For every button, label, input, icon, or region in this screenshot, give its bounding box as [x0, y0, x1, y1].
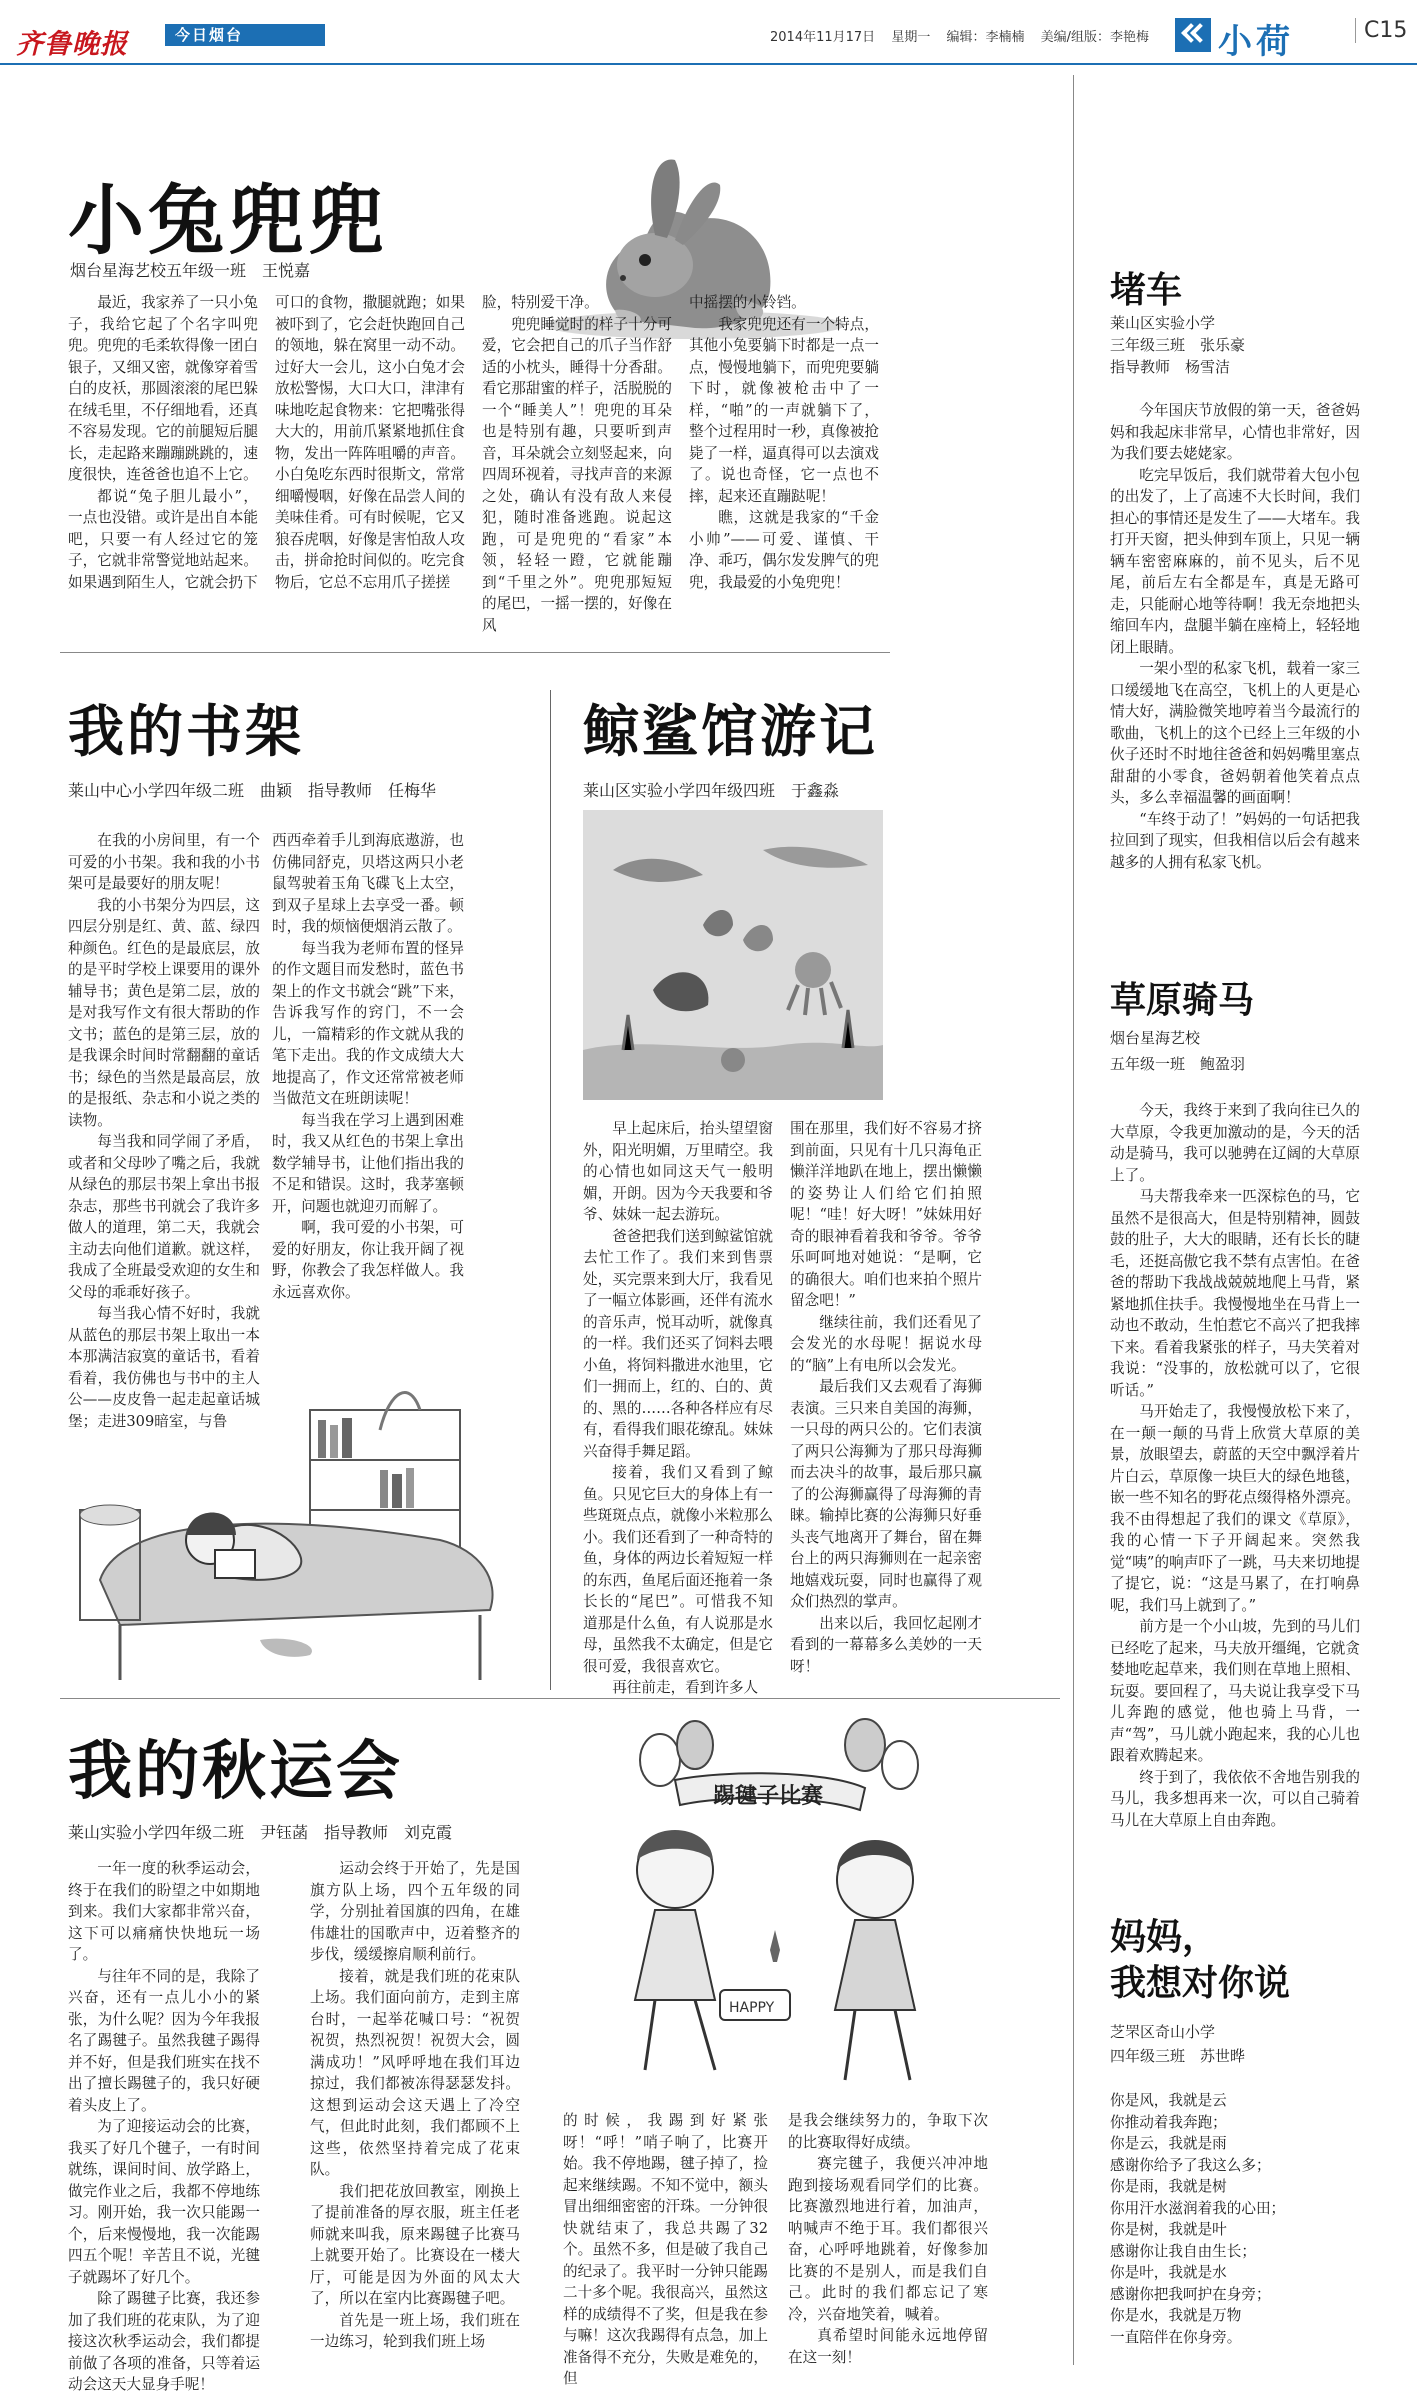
- article-title-bookshelf: 我的书架: [68, 700, 304, 765]
- byline-sports: 莱山实验小学四年级二班 尹钰菡 指导教师 刘克霞: [68, 1823, 453, 1842]
- byline-mom: [1110, 2020, 1245, 2068]
- title-line: 妈妈，: [1110, 1917, 1219, 1958]
- ocean-illustration: [583, 810, 883, 1100]
- paragraph: 的时候，我踢到好紧张呀！“呼！”哨子响了，比赛开始。我不停地踢，毽子掉了，捡起来继续踢。不知不觉中，额头冒出细细密密的汗珠。一分钟很快就结束了，我总共踢了32个。虽然不多，但是破了我自己的纪录了。我平时一分钟只能踢二十多个呢。我很高兴，虽然这样的成绩得不了奖，但是我在参与嘛！这次我踢得有点急，加上准备得不充分，失败是难免的，但: [563, 2112, 768, 2387]
- article-title-sports: 我的秋运会: [68, 1735, 403, 1809]
- paragraph: 早上起床后，抬头望望窗外，阳光明媚，万里晴空。我的心情也如同这天气一般明媚，开朗。因为今天我要和爷爷、妹妹一起去游玩。: [583, 1120, 773, 1223]
- sports-col-3: [563, 2110, 768, 2387]
- school-name: 芝罘区奇山小学: [1110, 2023, 1216, 2041]
- poem-line: 你是树，我就是叶: [1110, 2221, 1227, 2238]
- sidebar-divider: [1073, 75, 1074, 2365]
- horse-body: [1110, 1100, 1360, 1895]
- section-divider: [60, 1698, 1060, 1699]
- paragraph: 可口的食物，撒腿就跑；如果被吓到了，它会赶快跑回自己的领地，躲在窝里一动不动。过好大一会儿，这小白兔才会放松警惕，大口大口，津津有味地吃起食物来：它把嘴张得大大的，用前爪紧紧地抓住食物，发出一阵阵咀嚼的声音。小白兔吃东西时很斯文，常常细嚼慢咽，好像在品尝人间的美味佳肴。可有时候呢，它又狼吞虎咽，好像是害怕敌人攻击，拼命抢时间似的。吃完食物后，它总不忘用爪子搓搓: [275, 294, 465, 591]
- paragraph: 兜兜睡觉时的样子十分可爱，它会把自己的爪子当作舒适的小枕头，睡得十分香甜。看它那甜蜜的样子，活脱脱的一个“睡美人”！兜兜的耳朵也是特别有趣，只要听到声音，耳朵就会立刻竖起来，向四周环视着，寻找声音的来源之处，确认有没有敌人来侵犯，随时准备逃跑。说起这跑，可是兜兜的“看家”本领，轻轻一蹬，它就能蹦到“千里之外”。兜兜那短短的尾巴，一摇一摆的，好像在风: [482, 315, 672, 634]
- paragraph: 每当我和同学闹了矛盾，或者和父母吵了嘴之后，我就从绿色的那层书架上拿出书报杂志，那些书刊就会了我许多做人的道理，第二天，我就会主动去向他们道歉。就这样，我成了全班最受欢迎的女生和父母的乖乖好孩子。: [68, 1133, 260, 1301]
- paragraph: 一架小型的私家飞机，载着一家三口缓缓地飞在高空，飞机上的人更是心情大好，满脸微笑地哼着当今最流行的歌曲，飞机上的这个已经上三年级的小伙子还时不时地往爸爸和妈妈嘴里塞点甜甜的小零食，爸妈朝着他笑着点点头，多么幸福温馨的画面啊！: [1110, 660, 1360, 806]
- paragraph: 继续往前，我们还看见了会发光的水母呢！据说水母的“脑”上有电所以会发光。: [790, 1313, 982, 1374]
- header-rule: [0, 63, 1417, 65]
- paragraph: 运动会终于开始了，先是国旗方队上场，四个五年级的同学，分别扯着国旗的四角，在雄伟雄壮的国歌声中，迈着整齐的步伐，缓缓擦肩顺利前行。: [310, 1860, 520, 1963]
- paragraph: 最后我们又去观看了海狮表演。三只来自美国的海狮，一只母的两只公的。它们表演了两只公海狮为了那只母海狮而去决斗的故事，最后那只赢了的公海狮赢得了母海狮的青睐。输掉比赛的公海狮只好垂头丧气地离开了舞台，留在舞台上的两只海狮则在一起亲密地嬉戏玩耍，同时也赢得了观众们热烈的掌声。: [790, 1378, 982, 1610]
- poem-line: 一直陪伴在你身旁。: [1110, 2328, 1242, 2346]
- poem-line: 你推动着我奔跑；: [1110, 2113, 1227, 2131]
- paragraph: 瞧，这就是我家的“千金小帅”——可爱、谨慎、干净、乖巧，偶尔发发脾气的兜兜，我最爱的小兔兜兜！: [689, 509, 879, 591]
- rabbit-col-2: [275, 292, 465, 622]
- editor-credit: 编辑：李楠楠: [946, 30, 1025, 45]
- poem-line: 你是水，我就是万物: [1110, 2307, 1242, 2324]
- school-name: 莱山区实验小学: [1110, 314, 1216, 332]
- byline-aquarium: 莱山区实验小学四年级四班 于鑫淼: [583, 781, 840, 800]
- article-title-mom: [1110, 1915, 1290, 2007]
- column-divider: [550, 690, 551, 1690]
- article-title-aquarium: 鲸鲨馆游记: [583, 700, 878, 765]
- byline-horse: [1110, 1025, 1245, 1077]
- paragraph: 围在那里，我们好不容易才挤到前面，只见有十几只海龟正懒洋洋地趴在地上，摆出懒懒的姿势让人们给它们拍照呢！“哇！好大呀！”妹妹用好奇的眼神看着我和爷爷。爷爷乐呵呵地对她说：“是啊，它的确很大。咱们也来拍个照片留念吧！”: [790, 1120, 982, 1309]
- paragraph: 接着，我们又看到了鲸鱼。只见它巨大的身体上有一些斑斑点点，就像小米粒那么小。我们还看到了一种奇特的鱼，身体的两边长着短短一样的东西，鱼尾后面还拖着一条长长的“尾巴”。可惜我不知道那是什么鱼，有人说那是水母，虽然我不太确定，但是它很可爱，我很喜欢它。: [583, 1464, 773, 1675]
- poem-line: 感谢你让我自由生长；: [1110, 2242, 1256, 2260]
- byline-traffic: [1110, 312, 1245, 378]
- paragraph: 啊，我可爱的小书架，可爱的好朋友，你让我开阔了视野，你教会了我怎样做人。我永远喜欢你。: [272, 1219, 464, 1301]
- rabbit-col-1: [68, 292, 258, 622]
- header-meta: [770, 26, 1161, 45]
- bookshelf-col-2: [272, 830, 464, 1301]
- poem-line: 感谢你给予了我这么多；: [1110, 2156, 1271, 2174]
- byline-rabbit: 烟台星海艺校五年级一班 王悦嘉: [70, 261, 311, 280]
- article-title-rabbit: 小兔兜兜: [68, 176, 388, 265]
- sports-col-1: [68, 1858, 260, 2393]
- article-title-traffic: 堵车: [1110, 270, 1183, 311]
- reading-girl-illustration: [60, 1280, 525, 1700]
- section-name: 小荷: [1218, 22, 1294, 62]
- paragraph: 每当我心情不好时，我就从蓝色的那层书架上取出一本本那满洁寂寞的童话书，看着看着，我仿佛也与书中的主人公——皮皮鲁一起走起童话城堡；走进309暗室，与鲁: [68, 1305, 260, 1430]
- paragraph: 脸，特别爱干净。: [482, 294, 599, 311]
- paragraph: 今年国庆节放假的第一天，爸爸妈妈和我起床非常早，心情也非常好，因为我们要去姥姥家。: [1110, 402, 1360, 462]
- aquarium-col-2: [790, 1118, 982, 1683]
- byline-bookshelf: 莱山中心小学四年级二班 曲颖 指导教师 任梅华: [68, 781, 437, 800]
- section-divider: [60, 652, 890, 653]
- paragraph: 出来以后，我回忆起刚才看到的一幕幕多么美妙的一天呀！: [790, 1614, 982, 1675]
- article-title-horse: 草原骑马: [1110, 980, 1255, 1021]
- paragraph: 西西牵着手儿到海底遨游，也仿佛同舒克，贝塔这两只小老鼠驾驶着玉角飞碟飞上太空，到双子星球上去享受一番。顿时，我的烦恼便烟消云散了。: [272, 832, 464, 935]
- paragraph: 吃完早饭后，我们就带着大包小包的出发了，上了高速不大长时间，我们担心的事情还是发生了——大堵车。我打开天窗，把头伸到车顶上，只见一辆辆车密密麻麻的，前不见头，后不见尾，前后左右全都是车，真是无路可走，只能耐心地等待啊！我无奈地把头缩回车内，盘腿半躺在座椅上，轻轻地闭上眼睛。: [1110, 466, 1360, 656]
- poem-line: 你是雨，我就是树: [1110, 2178, 1227, 2195]
- paragraph: 一年一度的秋季运动会，终于在我们的盼望之中如期地到来。我们大家都非常兴奋，这下可以痛痛快快地玩一场了。: [68, 1860, 260, 1963]
- paragraph: 爸爸把我们送到鲸鲨馆就去忙工作了。我们来到售票处，买完票来到大厅，我看见了一幅立体影画，还伴有流水的音乐声，悦耳动听，就像真的一样。我们还买了饲料去喂小鱼，将饲料撒进水池里，它们一拥而上，红的、白的、黄的、黑的……各种各样应有尽有，看得我们眼花缭乱。妹妹兴奋得手舞足蹈。: [583, 1227, 773, 1460]
- designer-credit: 美编/组版：李艳梅: [1040, 30, 1150, 45]
- paragraph: 首先是一班上场，我们班在一边练习，轮到我们班上场: [310, 2311, 520, 2350]
- traffic-body: [1110, 400, 1360, 915]
- poem-line: 感谢你把我呵护在身旁；: [1110, 2285, 1271, 2303]
- paragraph: 每当我为老师布置的怪异的作文题目而发愁时，蓝色书架上的作文书就会“跳”下来，告诉我写作的窍门，不一会儿，一篇精彩的作文就从我的笔下走出。我的作文成绩大大地提高了，作文还常常被老师当做范文在班朗读呢！: [272, 939, 464, 1107]
- paragraph: 为了迎接运动会的比赛，我买了好几个毽子，一有时间就练，课间时间、放学路上，做完作业之后，我都不停地练习。刚开始，我一次只能踢一个，后来慢慢地，我一次能踢四五个呢！辛苦且不说，光毽子就踢坏了好几个。: [68, 2118, 260, 2286]
- paragraph: 今天，我终于来到了我向往已久的大草原，令我更加激动的是，今天的活动是骑马，我可以驰骋在辽阔的大草原上了。: [1110, 1102, 1360, 1184]
- paragraph: 我们把花放回教室，刚换上了提前准备的厚衣服，班主任老师就来叫我，原来踢毽子比赛马上就要开始了。比赛设在一楼大厅，可能是因为外面的风太大了，所以在室内比赛踢毽子吧。: [310, 2182, 520, 2307]
- student-name: 五年级一班 鲍盈羽: [1110, 1055, 1246, 1073]
- paragraph: 中摇摆的小铃铛。: [689, 294, 806, 311]
- poem-line: 你是云，我就是雨: [1110, 2135, 1227, 2152]
- paragraph: 真希望时间能永远地停留在这一刻！: [788, 2327, 988, 2366]
- title-line: 我想对你说: [1110, 1963, 1291, 2004]
- mom-poem: [1110, 2090, 1360, 2365]
- section-arrow-icon: [1175, 18, 1211, 52]
- page-header: [0, 0, 1417, 70]
- paragraph: 都说“兔子胆儿最小”，一点也没错。或许是出自本能吧，只要一有人经过它的笼子，它就非常警觉地站起来。如果遇到陌生人，它就会扔下: [68, 487, 258, 591]
- school-name: 烟台星海艺校: [1110, 1029, 1201, 1047]
- poem-line: 你是叶，我就是水: [1110, 2264, 1227, 2281]
- paragraph: 再往前走，看到许多人: [612, 1679, 759, 1696]
- paragraph: 马夫帮我牵来一匹深棕色的马，它虽然不是很高大，但是特别精神，圆鼓鼓的肚子，大大的眼睛，还有长长的睫毛，还挺高傲它我不禁有点害怕。在爸爸的帮助下我战战兢兢地爬上马背，紧紧地抓住扶手。我慢慢地坐在马背上一动也不敢动，生怕惹它不高兴了把我摔下来。看着我紧张的样子，马夫笑着对我说：“没事的，放松就可以了，它很听话。”: [1110, 1188, 1360, 1399]
- edition-tag: 今日烟台: [165, 24, 325, 46]
- aquarium-col-1: [583, 1118, 773, 1696]
- poem-line: 你用汗水滋润着我的心田；: [1110, 2199, 1286, 2217]
- paragraph: 在我的小房间里，有一个可爱的小书架。我和我的小书架可是最要好的朋友呢！: [68, 832, 260, 892]
- newspaper-logo: 齐鲁晚报: [16, 29, 128, 60]
- rabbit-col-4: [689, 292, 879, 622]
- paragraph: “车终于动了！”妈妈的一句话把我拉回到了现实，但我相信以后会有越来越多的人拥有私家飞机。: [1110, 810, 1360, 871]
- issue-weekday: 星期一: [891, 30, 931, 45]
- paragraph: 是我会继续努力的，争取下次的比赛取得好成绩。: [788, 2112, 988, 2151]
- paragraph: 与往年不同的是，我除了兴奋，还有一点儿小小的紧张，为什么呢？因为今年我报名了踢毽子。虽然我毽子踢得并不好，但是我们班实在找不出了擅长踢毽子的，我只好硬着头皮上了。: [68, 1967, 260, 2114]
- paragraph: 最近，我家养了一只小兔子，我给它起了个名字叫兜兜。兜兜的毛柔软得像一团白银子，又细又密，就像穿着雪白的皮袄，那圆滚滚的尾巴躲在绒毛里，不仔细地看，还真不容易发现。它的前腿短后腿长，走起路来蹦蹦跳跳的，速度很快，连爸爸也追不上它。: [68, 294, 258, 483]
- sports-col-2: [310, 1858, 520, 2363]
- poem-line: 你是风，我就是云: [1110, 2092, 1227, 2109]
- student-name: 三年级三班 张乐豪: [1110, 336, 1246, 354]
- paragraph: 除了踢毽子比赛，我还参加了我们班的花束队，为了迎接这次秋季运动会，我们都提前做了各项的准备，只等着运动会这天大显身手呢！: [68, 2290, 260, 2393]
- paragraph: 每当我在学习上遇到困难时，我又从红色的书架上拿出数学辅导书，让他们指出我的不足和错误。这时，我茅塞顿开，问题也就迎刃而解了。: [272, 1111, 464, 1215]
- page-number: C15: [1355, 18, 1407, 43]
- happy-text: HAPPY: [729, 2000, 775, 2016]
- student-name: 四年级三班 苏世晔: [1110, 2047, 1246, 2065]
- paragraph: 马开始走了，我慢慢放松下来了，在一颠一颠的马背上欣赏大草原的美景，放眼望去，蔚蓝的天空中飘浮着片片白云，草原像一块巨大的绿色地毯，嵌一些不知名的野花点缀得格外漂亮。我不由得想起了我们的课文《草原》，我的心情一下子开阔起来。突然我觉“咦”的响声吓了一跳，马夫来切地提了提它，说：“这是马累了，在打响鼻呢，我们马上就到了。”: [1110, 1403, 1360, 1614]
- paragraph: 前方是一个小山坡，先到的马儿们已经吃了起来，马夫放开缰绳，它就贪婪地吃起草来，我们则在草地上照相、玩耍。要回程了，马夫说让我享受下马儿奔跑的感觉，他也骑上马背，一声“驾”，马儿就小跑起来，我的心儿也跟着欢腾起来。: [1110, 1618, 1360, 1764]
- teacher-name: 指导教师 杨雪洁: [1110, 358, 1231, 376]
- paragraph: 赛完毽子，我便兴冲冲地跑到接场观看同学们的比赛。比赛激烈地进行着，加油声，呐喊声不绝于耳。我们都很兴奋，心呼呼地跳着，好像参加比赛的不是别人，而是我们自己。此时的我们都忘记了寒冷，兴奋地笑着，喊着。: [788, 2155, 988, 2323]
- paragraph: 我家兜兜还有一个特点，其他小兔要躺下时都是一点一点，慢慢地躺下，而兜兜要躺下时，就像被枪击中了一样，“啪”的一声就躺下了，整个过程用时一秒，真像被抢毙了一样，逼真得可以去演戏了。说也奇怪，它一点也不摔，起来还直蹦跶呢！: [689, 315, 879, 505]
- sports-col-4: [788, 2110, 988, 2370]
- paragraph: 终于到了，我依依不舍地告别我的马儿，我多想再来一次，可以自己骑着马儿在大草原上自由奔跑。: [1110, 1768, 1360, 1829]
- banner-text: 踢毽子比赛: [713, 1784, 824, 1809]
- rabbit-col-3: [482, 292, 672, 634]
- shuttlecock-illustration: [545, 1700, 985, 2095]
- paragraph: 我的小书架分为四层，这四层分别是红、黄、蓝、绿四种颜色。红色的是最底层，放的是平时学校上课要用的课外辅导书；黄色是第二层，放的是对我写作文有很大帮助的作文书；蓝色的是第三层，放的是我课余时间时常翻翻的童话书；绿色的当然是最高层，放的是报纸、杂志和小说之类的读物。: [68, 896, 260, 1129]
- issue-date: 2014年11月17日: [770, 30, 876, 45]
- paragraph: 接着，就是我们班的花束队上场。我们面向前方，走到主席台时，一起举花喊口号：“祝贺祝贺，热烈祝贺！祝贺大会，圆满成功！”风呼呼地在我们耳边掠过，我们都被冻得瑟瑟发抖。这想到运动会这天遇上了冷空气，但此时此刻，我们都顾不上这些，依然坚持着完成了花束队。: [310, 1967, 520, 2178]
